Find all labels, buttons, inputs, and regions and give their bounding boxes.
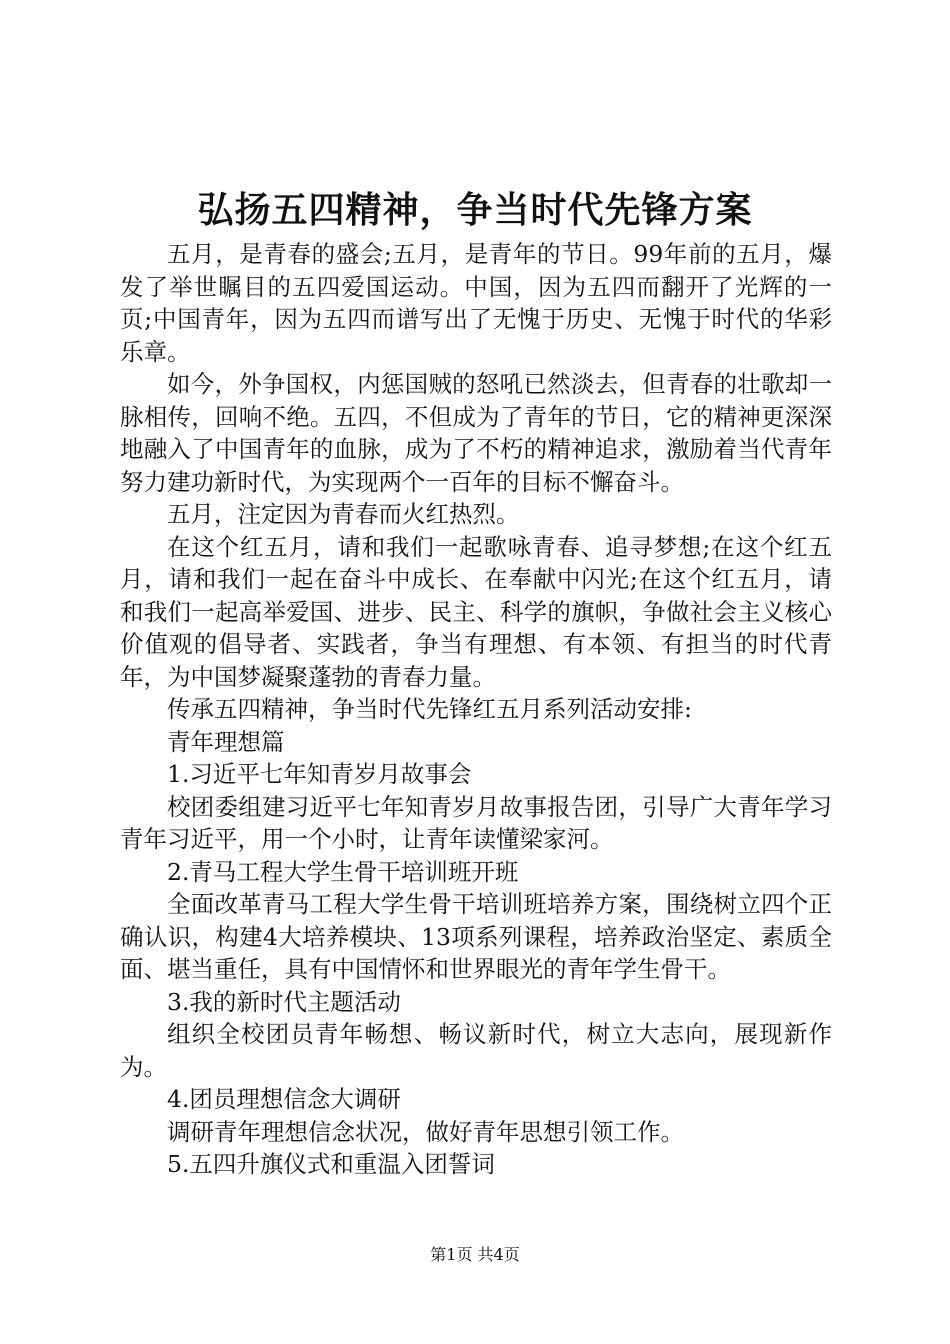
paragraph-may: 五月，注定因为青春而火红热烈。 xyxy=(167,500,520,528)
page-number-footer: 第1页 共4页 xyxy=(430,1245,520,1264)
item-heading-5: 5.五四升旗仪式和重温入团誓词 xyxy=(167,1150,495,1178)
paragraph-schedule-heading: 传承五四精神，争当时代先锋红五月系列活动安排: xyxy=(167,695,692,723)
item-heading-2: 2.青马工程大学生骨干培训班开班 xyxy=(167,857,519,886)
item-body-1: 校团委组建习近平七年知青岁月故事报告团，引导广大青年学习青年习近平，用一个小时，让青年读懂梁家河。 xyxy=(120,792,832,853)
paragraph-intro: 五月，是青春的盛会;五月，是青年的节日。99年前的五月，爆发了举世瞩目的五四爱国运动。中国，因为五四而翻开了光辉的一页;中国青年，因为五四而谱写出了无愧于历史、无愧于时代的华彩乐章。 xyxy=(120,240,832,366)
paragraph-invitation: 在这个红五月，请和我们一起歌咏青春、追寻梦想;在这个红五月，请和我们一起在奋斗中成长、在奉献中闪光;在这个红五月，请和我们一起高举爱国、进步、民主、科学的旗帜，争做社会主义核心价值观的倡导者、实践者，争当有理想、有本领、有担当的时代青年，为中国梦凝聚蓬勃的青春力量。 xyxy=(120,532,832,691)
item-heading-4: 4.团员理想信念大调研 xyxy=(167,1085,401,1113)
item-body-3: 组织全校团员青年畅想、畅议新时代，树立大志向，展现新作为。 xyxy=(120,1020,832,1081)
item-heading-1: 1.习近平七年知青岁月故事会 xyxy=(167,760,472,788)
paragraph-spirit: 如今，外争国权，内惩国贼的怒吼已然淡去，但青春的壮歌却一脉相传，回响不绝。五四，不但成为了青年的节日，它的精神更深深地融入了中国青年的血脉，成为了不朽的精神追求，激励着当代青年努力建功新时代，为实现两个一百年的目标不懈奋斗。 xyxy=(120,370,832,496)
document-title: 弘扬五四精神，争当时代先锋方案 xyxy=(197,189,753,231)
item-body-4: 调研青年理想信念状况，做好青年思想引领工作。 xyxy=(167,1117,684,1146)
item-body-2: 全面改革青马工程大学生骨干培训班培养方案，围绕树立四个正确认识，构建4大培养模块、13项系列课程，培养政治坚定、素质全面、堪当重任，具有中国情怀和世界眼光的青年学生骨干。 xyxy=(120,890,832,983)
section-heading: 青年理想篇 xyxy=(167,727,285,756)
document-body xyxy=(120,238,832,1181)
item-heading-3: 3.我的新时代主题活动 xyxy=(167,987,401,1016)
